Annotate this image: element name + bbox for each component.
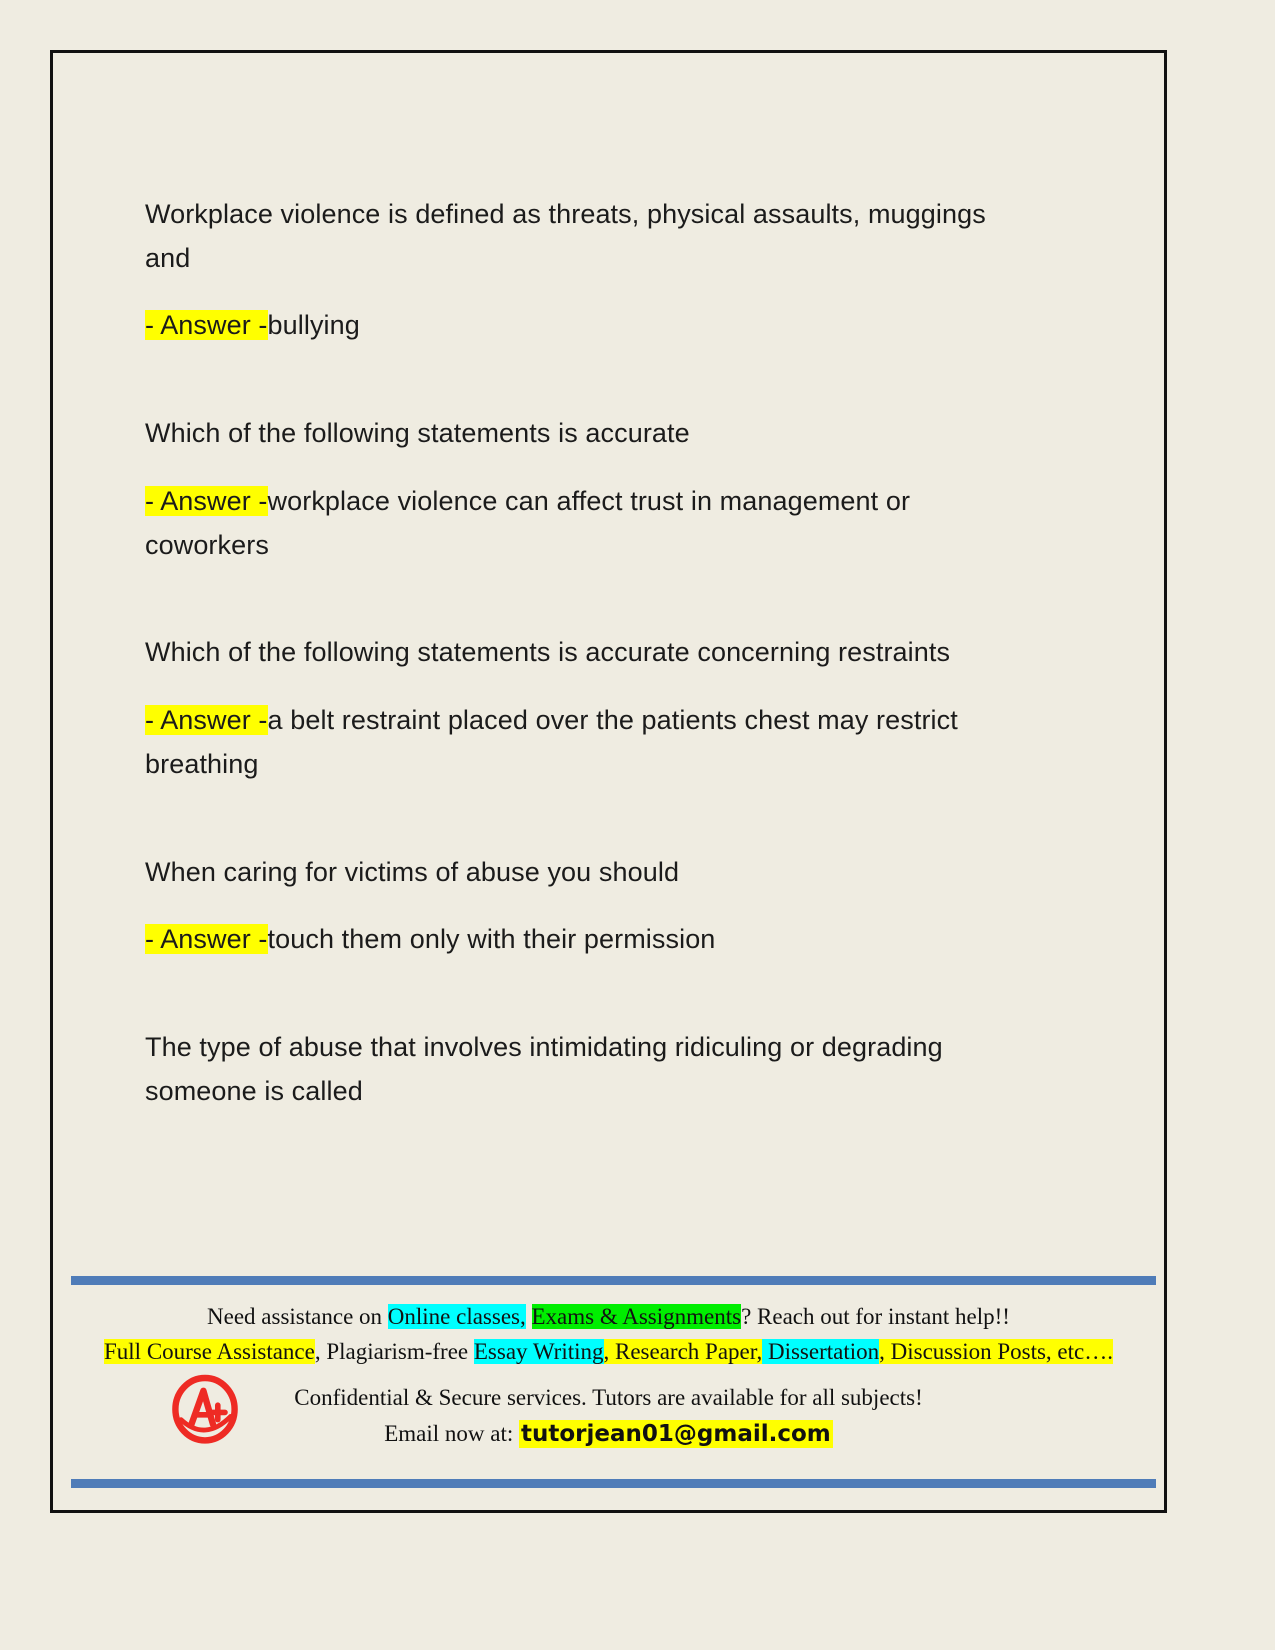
qa-block	[145, 412, 1035, 567]
answer-text: bullying	[267, 310, 360, 341]
answer-line	[145, 480, 1035, 567]
footer-l1-seg1: Need assistance on	[207, 1304, 388, 1329]
footer-l1-online-classes: Online classes,	[387, 1304, 526, 1329]
answer-tag: - Answer -	[145, 705, 268, 736]
footer-l1-space	[526, 1304, 532, 1329]
footer-l2-research-paper: , Research Paper,	[603, 1338, 763, 1364]
promo-footer	[53, 1270, 1164, 1510]
answer-text: touch them only with their permission	[267, 924, 716, 955]
question-text: The type of abuse that involves intimidating ridiculing or degrading someone is called	[145, 1032, 943, 1106]
footer-l1-seg5: ? Reach out for instant help!!	[741, 1304, 1010, 1329]
answer-line	[145, 699, 1035, 786]
footer-l2-essay-writing: Essay Writing	[473, 1338, 604, 1364]
answer-text: workplace violence can affect trust in management or coworkers	[145, 485, 911, 560]
answer-tag: - Answer -	[145, 485, 268, 516]
answer-line	[145, 304, 1035, 348]
email-label: Email now at:	[384, 1420, 520, 1446]
answer-tag: - Answer -	[145, 924, 268, 955]
question-text: Workplace violence is defined as threats, physical assaults, muggings and	[145, 199, 986, 273]
footer-line-1	[53, 1300, 1164, 1335]
email-address[interactable]: tutorjean01@gmail.com	[521, 1420, 831, 1447]
footer-line-4	[53, 1416, 1164, 1453]
qa-block	[145, 851, 1035, 962]
question-text: When caring for victims of abuse you should	[145, 856, 680, 887]
footer-line-2	[53, 1335, 1164, 1370]
footer-divider-top	[71, 1276, 1156, 1285]
footer-contact	[53, 1380, 1164, 1452]
footer-l2-full-course: Full Course Assistance	[104, 1338, 315, 1364]
answer-tag: - Answer -	[145, 310, 268, 341]
answer-line	[145, 918, 1035, 962]
footer-line-3: Confidential & Secure services. Tutors are available for all subjects!	[294, 1385, 923, 1410]
footer-l2-dissertation: Dissertation	[762, 1338, 880, 1364]
footer-l2-discussion-posts: , Discussion Posts, etc….	[879, 1338, 1113, 1364]
qa-block	[145, 631, 1035, 786]
question-text: Which of the following statements is accurate	[145, 418, 690, 449]
answer-text: a belt restraint placed over the patients chest may restrict breathing	[145, 705, 958, 779]
question-text: Which of the following statements is accurate concerning restraints	[145, 637, 951, 668]
qa-content	[145, 193, 1035, 1178]
qa-block	[145, 1026, 1035, 1113]
footer-divider-bottom	[71, 1479, 1156, 1488]
footer-promo-text	[53, 1300, 1164, 1369]
footer-l2-seg2: , Plagiarism-free	[314, 1338, 474, 1364]
document-page	[50, 50, 1167, 1513]
footer-l1-exams-assignments: Exams & Assignments	[531, 1304, 742, 1329]
qa-block	[145, 193, 1035, 348]
